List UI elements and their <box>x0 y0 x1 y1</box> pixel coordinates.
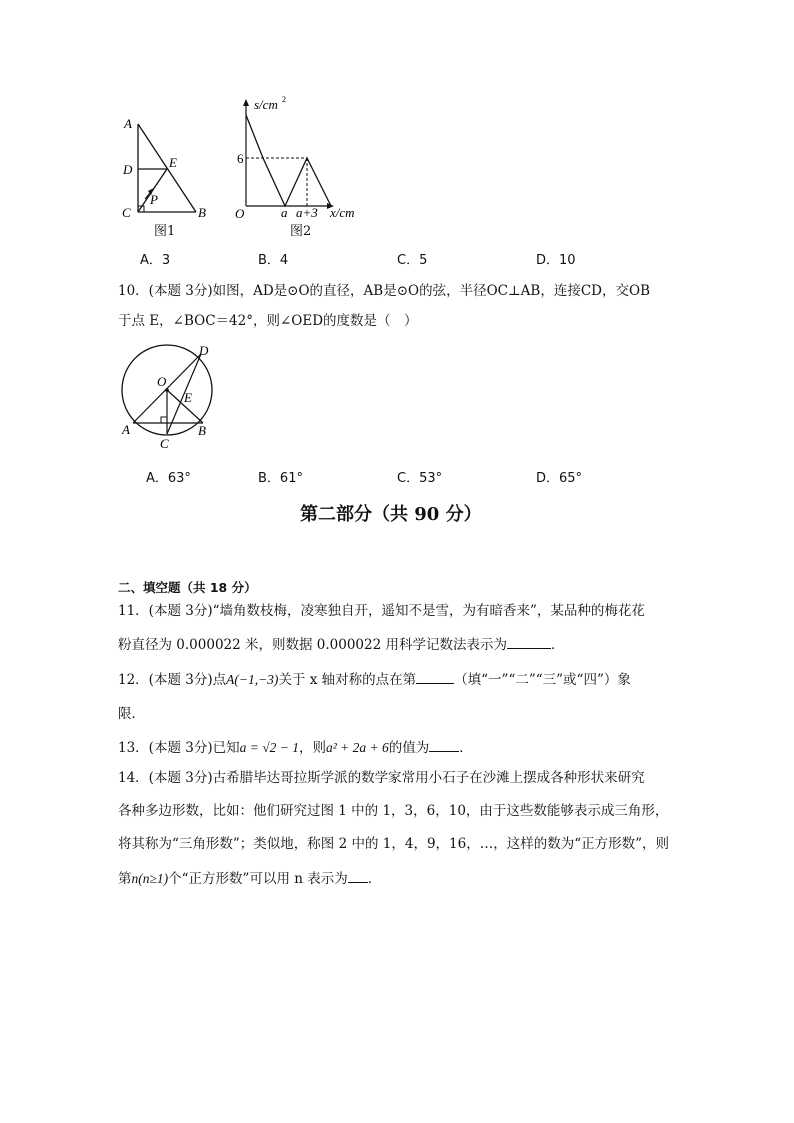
q13-line <box>118 737 473 758</box>
q10-label-e: E <box>184 390 192 405</box>
q10-option-a: A．63° <box>146 471 191 486</box>
fig1-label-a: A <box>124 116 132 131</box>
q12-point: A(−1,−3) <box>226 672 279 687</box>
q13-answer-blank <box>429 737 459 752</box>
q9-option-a: A．3 <box>140 253 171 268</box>
q10-line1: 10．(本题 3分)如图，AD是⊙O的直径，AB是⊙O的弦，半径OC⊥AB，连接CD，交OB <box>118 283 650 299</box>
q14-line4-post: 个“正方形数”可以用 n 表示为 <box>168 871 348 887</box>
part2-title: 第二部分（共 90 分） <box>300 504 482 525</box>
q14-line3: 将其称为“三角形数”；类似地，称图 2 中的 1，4，9，16，…，这样的数为“正方形数”，则 <box>118 836 670 852</box>
q10-option-d: D．65° <box>536 471 583 486</box>
fig1-label-d: D <box>123 162 133 177</box>
q12-mid: 关于 x 轴对称的点在第 <box>278 672 417 688</box>
figure-1-triangle <box>118 112 213 222</box>
q9-option-b: B．4 <box>258 253 289 268</box>
q10-label-a: A <box>122 422 130 437</box>
q10-label-d: D <box>199 343 209 358</box>
q9-option-d: D．10 <box>536 253 576 268</box>
q12-line1 <box>118 669 631 690</box>
q13-post: 的值为 <box>388 740 430 756</box>
fig2-ylabel-sup: 2 <box>282 95 286 104</box>
q10-option-b: B．61° <box>258 471 303 486</box>
fig2-tick-a3: a+3 <box>296 205 318 220</box>
q11-line1: 11．(本题 3分)“墙角数枝梅，凌寒独自开，遥知不是雪，为有暗香来”，某品种的梅花花 <box>118 603 645 619</box>
q10-label-o: O <box>157 374 167 389</box>
q10-circle-figure <box>115 338 225 456</box>
q11-line2 <box>118 634 565 655</box>
fig2-tick-6: 6 <box>237 151 244 166</box>
q10-line2: 于点 E，∠BOC＝42°，则∠OED的度数是（ ） <box>118 313 418 329</box>
fig1-label-e: E <box>169 155 177 170</box>
q14-end: ． <box>367 871 382 887</box>
fig1-label-b: B <box>198 205 206 220</box>
fig2-caption: 图2 <box>290 224 312 239</box>
q14-answer-blank <box>348 868 368 883</box>
q12-pre: 12．(本题 3分)点 <box>118 672 227 688</box>
q13-pre: 13．(本题 3分)已知 <box>118 740 240 756</box>
q10-label-b: B <box>198 423 206 438</box>
fig2-ylabel: s/cm <box>254 97 278 112</box>
q11-end: ． <box>551 637 565 653</box>
q13-end: ． <box>459 740 473 756</box>
q10-label-c: C <box>160 436 169 451</box>
fig2-tick-a: a <box>281 205 288 220</box>
q13-expr1: a = √2 − 1 <box>239 740 299 755</box>
q12-post: （填“一”“二”“三”或“四”）象 <box>454 672 631 688</box>
fig1-label-c: C <box>122 205 131 220</box>
q11-line2-text: 粉直径为 0.000022 米，则数据 0.000022 用科学记数法表示为 <box>118 637 507 653</box>
q12-answer-blank <box>416 669 454 684</box>
q14-line1: 14．(本题 3分)古希腊毕达哥拉斯学派的数学家常用小石子在沙滩上摆成各种形状来研究 <box>118 770 645 786</box>
fig1-label-p: P <box>150 192 158 207</box>
fig1-caption: 图1 <box>154 224 176 239</box>
q10-option-c: C．53° <box>397 471 443 486</box>
fig2-origin: O <box>235 206 245 221</box>
q14-line4-pre: 第 <box>118 871 132 887</box>
figure-2-graph <box>230 95 370 223</box>
fig2-xlabel: x/cm <box>330 205 355 220</box>
q13-mid: ，则 <box>298 740 326 756</box>
q14-line4 <box>118 868 381 889</box>
q13-expr2: a² + 2a + 6 <box>325 740 389 755</box>
q12-line2: 限． <box>118 706 145 722</box>
q14-line4-expr: n(n≥1) <box>131 871 169 886</box>
q9-option-c: C．5 <box>397 253 428 268</box>
q14-line2: 各种多边形数，比如：他们研究过图 1 中的 1，3，6，10，由于这些数能够表示成三角形， <box>118 803 669 819</box>
section-fill-in-heading: 二、填空题（共 18 分） <box>118 580 257 595</box>
q11-answer-blank <box>507 634 551 649</box>
